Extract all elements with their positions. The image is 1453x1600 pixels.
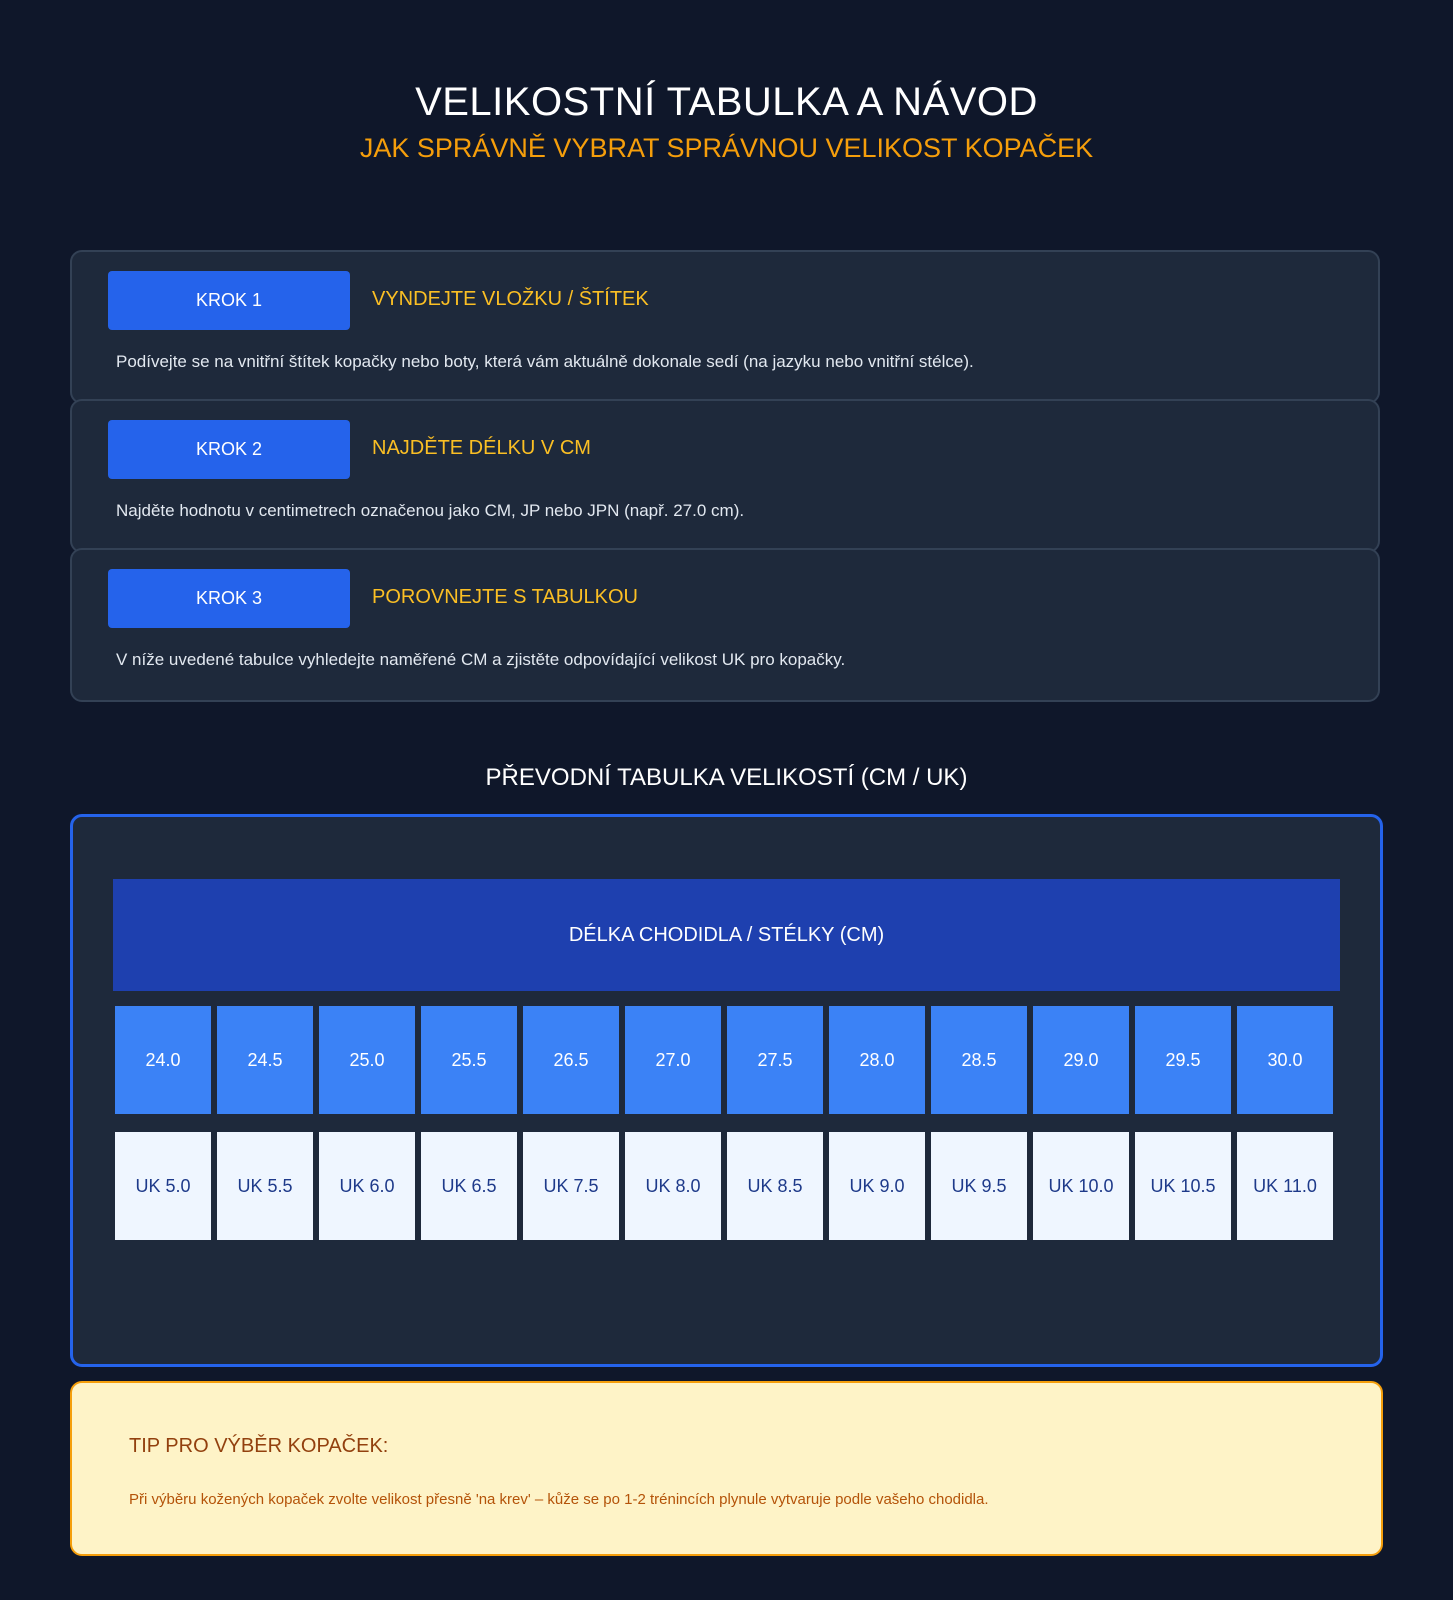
cm-cell: 28.0 <box>829 1006 925 1114</box>
uk-cell: UK 10.5 <box>1135 1132 1231 1240</box>
tip-text: Při výběru kožených kopaček zvolte velikost přesně 'na krev' – kůže se po 1-2 trénincích plynule vytvaruje podle vašeho chodidla. <box>129 1491 989 1508</box>
cm-cell: 25.0 <box>319 1006 415 1114</box>
cm-row <box>115 1006 1339 1114</box>
step-description: V níže uvedené tabulce vyhledejte naměřené CM a zjistěte odpovídající velikost UK pro kopačky. <box>116 650 846 669</box>
step-badge: KROK 3 <box>108 569 350 628</box>
tip-title: TIP PRO VÝBĚR KOPAČEK: <box>129 1435 389 1457</box>
page-subtitle: JAK SPRÁVNĚ VYBRAT SPRÁVNOU VELIKOST KOPAČEK <box>359 133 1094 163</box>
cm-cell: 25.5 <box>421 1006 517 1114</box>
size-table-panel <box>70 814 1383 1367</box>
uk-cell: UK 9.5 <box>931 1132 1027 1240</box>
step-description: Podívejte se na vnitřní štítek kopačky nebo boty, která vám aktuálně dokonale sedí (na jazyku nebo vnitřní stélce). <box>116 352 974 371</box>
uk-cell: UK 8.5 <box>727 1132 823 1240</box>
step-badge: KROK 2 <box>108 420 350 479</box>
uk-cell: UK 5.0 <box>115 1132 211 1240</box>
uk-cell: UK 6.0 <box>319 1132 415 1240</box>
cm-cell: 28.5 <box>931 1006 1027 1114</box>
cm-cell: 26.5 <box>523 1006 619 1114</box>
step-title: POROVNEJTE S TABULKOU <box>372 586 638 608</box>
cm-cell: 27.5 <box>727 1006 823 1114</box>
tip-box <box>70 1381 1383 1556</box>
cm-cell: 29.5 <box>1135 1006 1231 1114</box>
step-card-3 <box>70 548 1380 702</box>
cm-cell: 27.0 <box>625 1006 721 1114</box>
uk-cell: UK 7.5 <box>523 1132 619 1240</box>
page-title: VELIKOSTNÍ TABULKA A NÁVOD <box>415 80 1038 124</box>
uk-cell: UK 11.0 <box>1237 1132 1333 1240</box>
step-card-1 <box>70 250 1380 404</box>
uk-cell: UK 10.0 <box>1033 1132 1129 1240</box>
cm-cell: 24.0 <box>115 1006 211 1114</box>
step-badge: KROK 1 <box>108 271 350 330</box>
cm-cell: 29.0 <box>1033 1006 1129 1114</box>
size-table-heading: PŘEVODNÍ TABULKA VELIKOSTÍ (CM / UK) <box>485 764 968 791</box>
step-card-2 <box>70 399 1380 553</box>
size-table-header: DÉLKA CHODIDLA / STÉLKY (CM) <box>113 879 1340 991</box>
cm-cell: 24.5 <box>217 1006 313 1114</box>
uk-row <box>115 1132 1339 1240</box>
cm-cell: 30.0 <box>1237 1006 1333 1114</box>
step-title: VYNDEJTE VLOŽKU / ŠTÍTEK <box>372 288 649 310</box>
page-header <box>0 80 1453 164</box>
uk-cell: UK 5.5 <box>217 1132 313 1240</box>
uk-cell: UK 9.0 <box>829 1132 925 1240</box>
step-description: Najděte hodnotu v centimetrech označenou jako CM, JP nebo JPN (např. 27.0 cm). <box>116 501 745 520</box>
uk-cell: UK 6.5 <box>421 1132 517 1240</box>
uk-cell: UK 8.0 <box>625 1132 721 1240</box>
step-title: NAJDĚTE DÉLKU V CM <box>372 437 591 459</box>
